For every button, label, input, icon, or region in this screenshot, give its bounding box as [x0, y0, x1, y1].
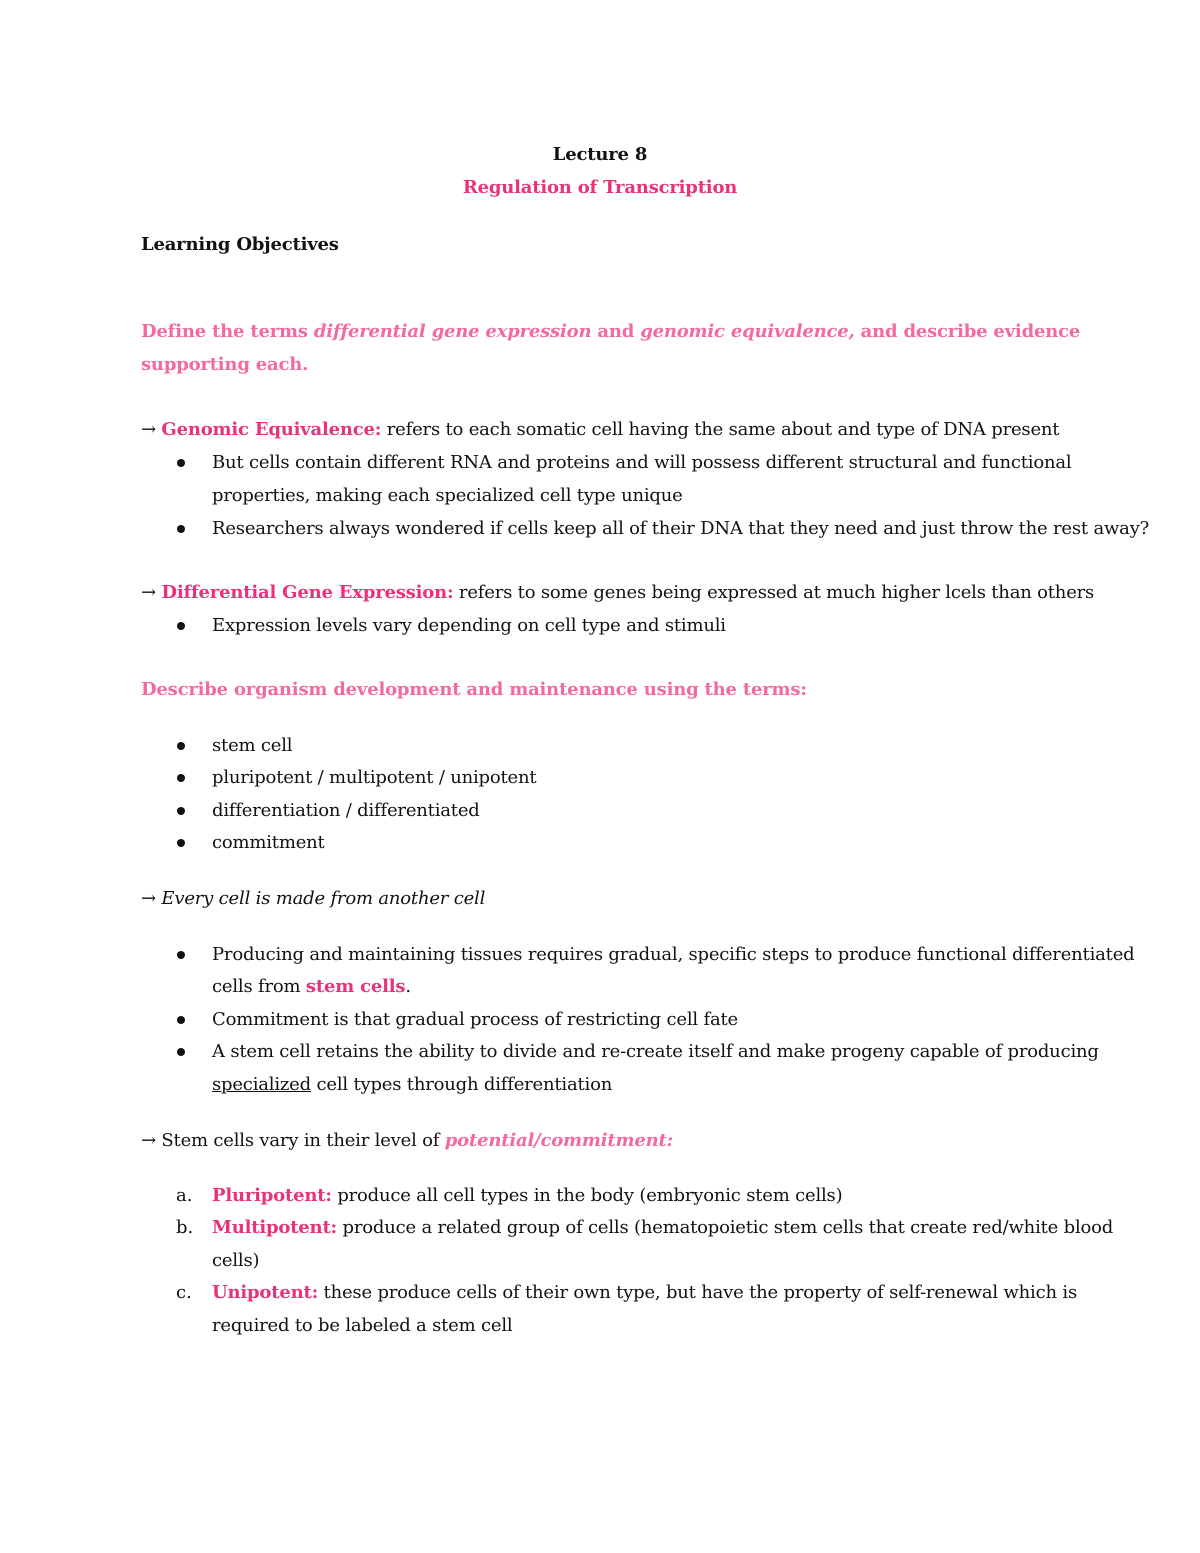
term-list-item: differentiation / differentiated — [212, 800, 480, 821]
potential-commitment-term: potential/commitment: — [444, 1130, 674, 1151]
multipotent-text: produce a related group of cells (hematopoietic stem cells that create red/white blood — [337, 1217, 1114, 1238]
bullet-icon — [177, 1048, 185, 1056]
every-cell-statement — [141, 887, 485, 911]
multipotent-text-cont: cells) — [212, 1250, 260, 1271]
pluripotent-text: produce all cell types in the body (embryonic stem cells) — [331, 1185, 843, 1206]
arrow-icon: → — [141, 419, 156, 440]
bullet-icon — [177, 459, 185, 467]
differential-expression-definition — [141, 581, 1094, 605]
pluripotent-item — [212, 1184, 842, 1208]
unipotent-term: Unipotent: — [212, 1282, 319, 1303]
objective-1-tail: and describe evidence — [854, 321, 1081, 342]
term-differential-gene-expression: differential gene expression — [313, 321, 592, 342]
lecture-number: Lecture 8 — [552, 144, 648, 165]
objective-1-line-1 — [141, 320, 1080, 344]
arrow-icon: → — [141, 888, 156, 909]
list-marker: b. — [176, 1217, 194, 1238]
process-bullet-3-rest: cell types through differentiation — [310, 1074, 613, 1095]
bullet-icon — [177, 774, 185, 782]
multipotent-term: Multipotent: — [212, 1217, 338, 1238]
genomic-bullet-1-line-2: properties, making each specialized cell type unique — [212, 485, 683, 506]
bullet-icon — [177, 839, 185, 847]
genomic-equivalence-definition — [141, 418, 1059, 442]
process-bullet-1-prefix: cells from — [212, 976, 306, 997]
genomic-equivalence-text: refers to each somatic cell having the same about and type of DNA present — [381, 419, 1060, 440]
bullet-icon — [177, 807, 185, 815]
differential-expression-text: refers to some genes being expressed at much higher lcels than others — [453, 582, 1095, 603]
term-genomic-equivalence: genomic equivalence, — [640, 321, 855, 342]
specialized-underlined: specialized — [212, 1074, 311, 1095]
process-bullet-1-suffix: . — [405, 976, 411, 997]
lecture-title: Regulation of Transcription — [462, 177, 738, 198]
objective-1-line-2: supporting each. — [141, 354, 309, 375]
term-list-item: stem cell — [212, 735, 293, 756]
bullet-icon — [177, 1016, 185, 1024]
genomic-equivalence-term: Genomic Equivalence: — [161, 419, 382, 440]
potential-intro-text: Stem cells vary in their level of — [155, 1130, 445, 1151]
objective-2: Describe organism development and maintenance using the terms: — [141, 679, 807, 700]
arrow-icon: → — [141, 582, 156, 603]
process-bullet-1-line-2 — [212, 975, 411, 999]
stem-cells-term: stem cells — [305, 976, 406, 997]
genomic-bullet-2: Researchers always wondered if cells keep all of their DNA that they need and just throw the rest away? — [212, 518, 1150, 539]
bullet-icon — [177, 951, 185, 959]
list-marker: a. — [176, 1185, 193, 1206]
list-marker: c. — [176, 1282, 192, 1303]
term-list-item: pluripotent / multipotent / unipotent — [212, 767, 537, 788]
term-list-item: commitment — [212, 832, 325, 853]
arrow-icon: → — [141, 1130, 156, 1151]
multipotent-item — [212, 1216, 1113, 1240]
objective-1-and: and — [591, 321, 641, 342]
every-cell-text: Every cell is made from another cell — [161, 888, 486, 909]
unipotent-text: these produce cells of their own type, but have the property of self-renewal which is — [318, 1282, 1077, 1303]
bullet-icon — [177, 525, 185, 533]
differential-expression-term: Differential Gene Expression: — [161, 582, 454, 603]
potential-intro — [141, 1129, 673, 1153]
bullet-icon — [177, 622, 185, 630]
unipotent-item — [212, 1281, 1077, 1305]
learning-objectives-heading: Learning Objectives — [141, 234, 339, 255]
bullet-icon — [177, 742, 185, 750]
objective-1-text: Define the terms — [141, 321, 314, 342]
process-bullet-3-line-2 — [212, 1073, 612, 1097]
process-bullet-1-line-1: Producing and maintaining tissues requires gradual, specific steps to produce functional differentiated — [212, 944, 1135, 965]
pluripotent-term: Pluripotent: — [212, 1185, 332, 1206]
unipotent-text-cont: required to be labeled a stem cell — [212, 1315, 513, 1336]
process-bullet-2: Commitment is that gradual process of restricting cell fate — [212, 1009, 738, 1030]
genomic-bullet-1-line-1: But cells contain different RNA and proteins and will possess different structural and functional — [212, 452, 1072, 473]
process-bullet-3-line-1: A stem cell retains the ability to divide and re-create itself and make progeny capable of producing — [212, 1041, 1099, 1062]
differential-bullet-1: Expression levels vary depending on cell type and stimuli — [212, 615, 726, 636]
